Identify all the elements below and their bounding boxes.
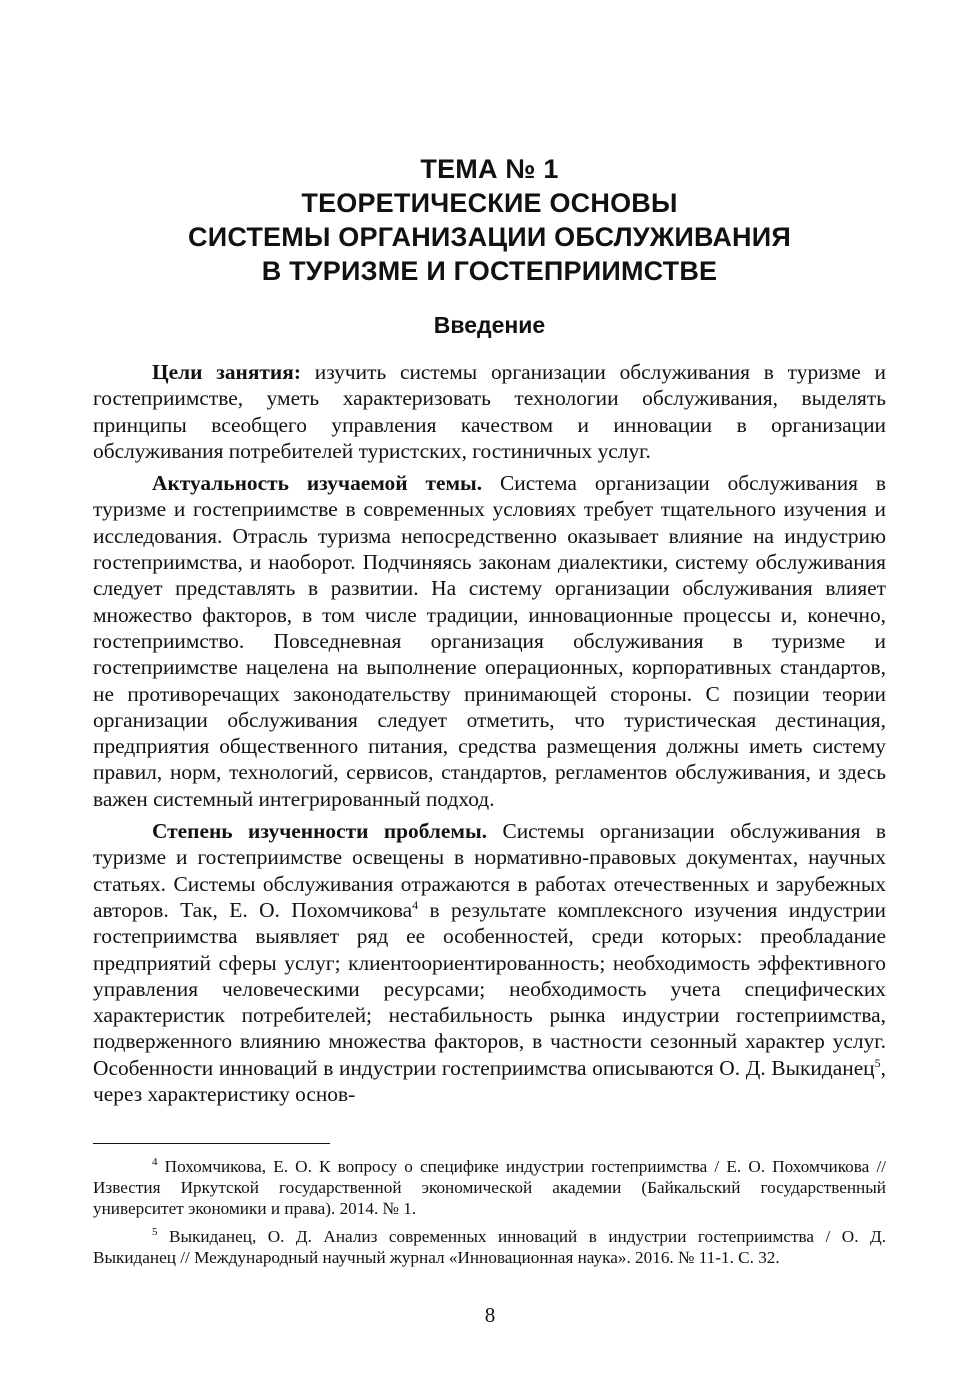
- body-text: [93, 359, 886, 1107]
- paragraph-lead: Актуальность изучаемой темы.: [152, 471, 483, 496]
- footnote-mark: 4: [152, 1156, 158, 1168]
- footnote: [93, 1156, 886, 1220]
- title-line-1: ТЕМА № 1: [420, 154, 559, 184]
- paragraph-lead: Степень изученности проблемы.: [152, 819, 488, 844]
- paragraph-text: изучить системы организации обслуживания в туризме и гостеприимстве, уметь характеризовать технологии обслуживания, выделять принципы всеобщего управления качеством и инновации в организации обслуживания потребителей туристских, гостиничных услуг.: [93, 360, 886, 463]
- footnote: [93, 1226, 886, 1268]
- footnote-mark: 5: [152, 1225, 158, 1238]
- footnote-text: Похомчикова, Е. О. К вопросу о специфике индустрии гостеприимства / Е. О. Похомчикова // Известия Иркутской государственной экономической академии (Байкальский государственный университет экономики и права). 2014. № 1.: [93, 1157, 886, 1219]
- paragraph-relevance: [93, 470, 886, 812]
- title-line-3: СИСТЕМЫ ОРГАНИЗАЦИИ ОБСЛУЖИВАНИЯ: [188, 222, 791, 252]
- paragraph-text: , через характеристику основ-: [93, 1055, 886, 1107]
- footnote-text: Выкиданец, О. Д. Анализ современных инноваций в индустрии гостеприимства / О. Д. Выкиданец // Международный научный журнал «Инновационная наука». 2016. № 11-1. С. 32.: [93, 1226, 886, 1267]
- title-line-2: ТЕОРЕТИЧЕСКИЕ ОСНОВЫ: [301, 188, 678, 218]
- page-number: 8: [484, 1303, 496, 1327]
- chapter-title: [93, 152, 886, 288]
- footnote-ref-4[interactable]: 4: [412, 897, 419, 912]
- title-line-4: В ТУРИЗМЕ И ГОСТЕПРИИМСТВЕ: [261, 256, 718, 286]
- paragraph-text: Система организации обслуживания в туризме и гостеприимстве в современных условиях требует тщательного изучения и исследования. Отрасль туризма непосредственно оказывает влияние на индустрию гостеприимства, и наоборот. Подчиняясь законам диалектики, систему обслуживания следует представлять в развитии. На систему организации обслуживания влияет множество факторов, в том числе традиции, инновационные процессы и, конечно, гостеприимство. Повседневная организация обслуживания в туризме и гостеприимстве нацелена на выполнение операционных, корпоративных стандартов, не противоречащих законодательству принимающей стороны. С позиции теории организации обслуживания следует отметить, что туристическая дестинация, предприятия общественного питания, средства размещения должны иметь систему правил, норм, технологий, сервисов, стандартов, регламентов обслуживания, и здесь важен системный интегрированный подход.: [93, 471, 886, 811]
- paragraph-lead: Цели занятия:: [152, 360, 301, 384]
- paragraph-study: [93, 818, 886, 1107]
- paragraph-text: Системы организации обслуживания в туризме и гостеприимстве освещены в нормативно-правовых документах, научных статьях. Системы обслуживания отражаются в работах отечественных и зарубежных авторов. Так, Е. О. Похомчикова: [93, 819, 886, 922]
- footnote-separator: [93, 1143, 330, 1144]
- footnote-ref-5[interactable]: 5: [874, 1055, 881, 1070]
- footnotes: [93, 1156, 886, 1268]
- paragraph-text: в результате комплексного изучения индустрии гостеприимства выявляет ряд ее особенностей, среди которых: преобладание предприятий сферы услуг; клиентоориентированность; необходимость эффективного управления человеческими ресурсами; необходимость учета специфических характеристик потребителей; нестабильность рынка индустрии гостеприимства, подверженного влиянию множества факторов, в частности сезонный характер услуг. Особенности инноваций в индустрии гостеприимства описываются О. Д. Выкиданец: [93, 897, 886, 1080]
- paragraph-goals: [93, 359, 886, 464]
- section-heading: Введение: [433, 312, 546, 338]
